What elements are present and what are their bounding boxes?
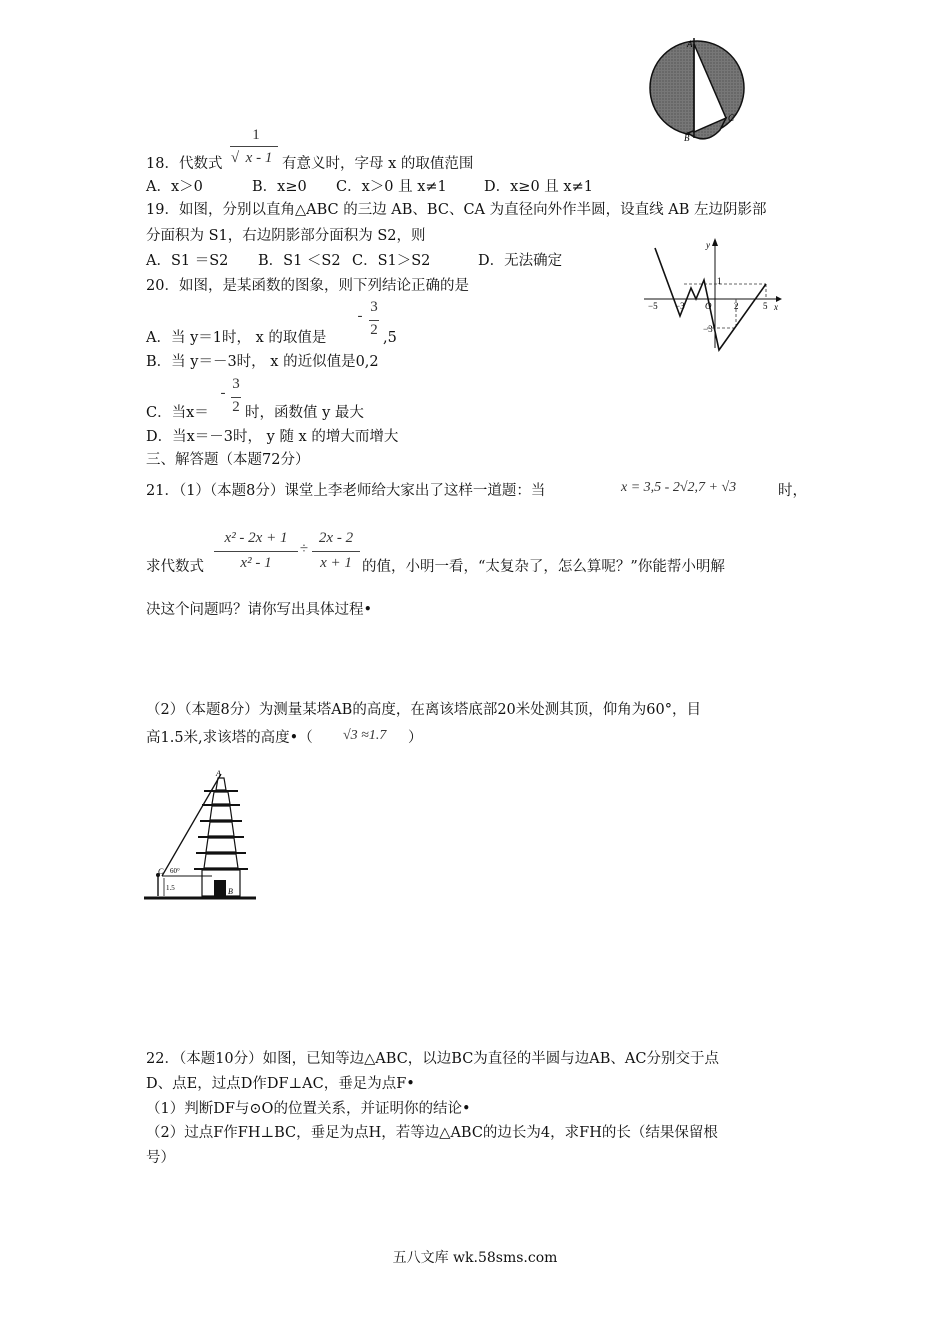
q21-part2-line2-pre: 高1.5米,求该塔的高度•（: [146, 730, 313, 746]
q19-label-b: B: [684, 133, 690, 143]
q18-option-d: D．x≥0 且 x≠1: [484, 179, 593, 195]
q21-part2-line2-post: ）: [408, 730, 423, 746]
q21-frac1-bar: [214, 551, 298, 552]
q18-frac-bar: [230, 146, 278, 147]
q21-divide-sign: ÷: [299, 541, 309, 557]
q20-stem: 20．如图，是某函数的图象，则下列结论正确的是: [146, 278, 469, 294]
q19-line1: 19．如图，分别以直角△ABC 的三边 AB、BC、CA 为直径向外作半圆，设直线 AB 左边阴影部: [146, 202, 767, 218]
q19-option-d: D．无法确定: [478, 253, 563, 269]
q22-line4: （2）过点F作FH⊥BC，垂足为点H，若等边△ABC的边长为4，求FH的长（结果保留根: [146, 1125, 718, 1141]
q22-line2: D、点E，过点D作DF⊥AC，垂足为点F•: [146, 1076, 415, 1092]
q20-option-d: D．当x＝－3时， y 随 x 的增大而增大: [146, 429, 399, 445]
q18-frac-num: 1: [252, 127, 260, 143]
q20-label-t5: 5: [763, 301, 768, 311]
q20-a-frac-bar: [369, 320, 379, 321]
q19-option-a: A．S1 ＝S2: [146, 253, 229, 269]
q21-part1-line2-pre: 求代数式: [146, 559, 204, 575]
q21-tower-figure: [144, 768, 264, 900]
q20-label-t2: 2: [734, 301, 739, 311]
q21-part1-math: x = 3,5 - 2√2,7 + √3: [621, 480, 737, 495]
q20-option-a-pre: A．当 y＝1时， x 的取值是: [146, 330, 327, 346]
q21-part1-line3: 决这个问题吗？请你写出具体过程•: [146, 602, 373, 618]
q21-tower-label-b: B: [228, 887, 233, 896]
q22-line1: 22．（本题10分）如图，已知等边△ABC，以边BC为直径的半圆与边AB、AC分别交于点: [146, 1051, 720, 1067]
q20-label-x: x: [774, 302, 778, 312]
q18-suffix: 有意义时，字母 x 的取值范围: [282, 156, 474, 172]
q20-label-m3: −3: [675, 301, 685, 311]
q19-figure: [650, 38, 750, 143]
q20-c-frac-minus: -: [220, 385, 226, 401]
q20-c-frac-bar: [231, 397, 241, 398]
q19-option-c: C．S1＞S2: [352, 253, 431, 269]
q18-prefix: 18．代数式: [146, 156, 223, 172]
q21-part1-text: 21．（1）（本题8分）课堂上李老师给大家出了这样一道题：当: [146, 483, 546, 499]
q21-frac2-bar: [312, 551, 360, 552]
q20-option-c-post: 时，函数值 y 最大: [245, 405, 364, 421]
q20-c-frac-num: 3: [232, 376, 240, 392]
q22-line5: 号）: [146, 1150, 175, 1166]
q20-a-frac-den: 2: [370, 322, 378, 338]
q19-line2: 分面积为 S1，右边阴影部分面积为 S2，则: [146, 228, 426, 244]
q22-line3: （1）判断DF与⊙O的位置关系，并证明你的结论•: [146, 1101, 471, 1117]
q20-c-frac-den: 2: [232, 399, 240, 415]
q18-option-c: C．x＞0 且 x≠1: [336, 179, 447, 195]
q21-frac2-den: x + 1: [320, 555, 352, 571]
q19-option-b: B．S1 ＜S2: [258, 253, 341, 269]
q20-option-b: B．当 y＝－3时， x 的近似值是0,2: [146, 354, 379, 370]
q20-option-c-pre: C．当x＝: [146, 405, 209, 421]
q20-a-frac-minus: -: [357, 308, 363, 324]
q20-label-tm3: −3: [703, 324, 713, 334]
q21-part1-tail: 时，: [778, 483, 807, 499]
q21-tower-label-c: C: [158, 867, 164, 876]
q20-graph: [644, 238, 784, 353]
q21-tower-label-angle: 60°: [170, 867, 180, 875]
q21-frac2-num: 2x - 2: [318, 530, 354, 546]
q21-tower-label-h: 1.5: [166, 884, 175, 892]
q18-option-a: A．x＞0: [146, 179, 203, 195]
q21-part2-math: √3 ≈1.7: [343, 728, 387, 743]
q21-part2-line1: （2）（本题8分）为测量某塔AB的高度，在离该塔底部20米处测其顶，仰角为60°，目: [146, 702, 701, 718]
q20-label-m5: −5: [648, 301, 658, 311]
section3-title: 三、解答题（本题72分）: [146, 452, 310, 468]
q18-sqrt-sign: √: [230, 150, 240, 166]
q20-a-frac-num: 3: [370, 299, 378, 315]
q20-label-o: O: [705, 301, 712, 311]
q19-label-c: C: [728, 113, 735, 123]
q20-label-y: y: [706, 240, 710, 250]
q18-frac-den: x - 1: [245, 150, 273, 166]
q19-label-a: A: [687, 39, 693, 49]
q20-label-t1: 1: [717, 276, 722, 286]
q21-part1-line2-post: 的值，小明一看，“太复杂了，怎么算呢？”你能帮小明解: [362, 559, 725, 575]
q20-option-a-post: ,5: [383, 330, 397, 346]
q21-tower-label-a: A: [216, 769, 221, 778]
page-footer: 五八文库 wk.58sms.com: [392, 1250, 558, 1266]
q21-frac1-den: x² - 1: [240, 555, 272, 571]
q18-option-b: B．x≥0: [252, 179, 307, 195]
q21-frac1-num: x² - 2x + 1: [224, 530, 288, 546]
